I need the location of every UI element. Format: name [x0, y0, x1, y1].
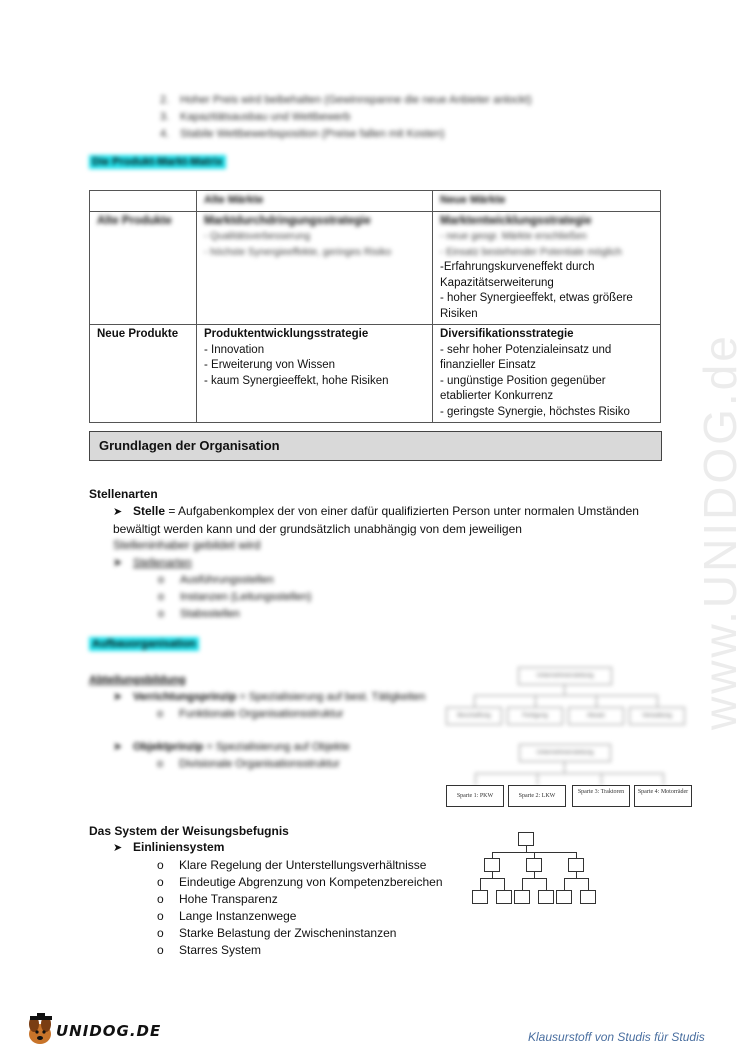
org-box: Beschaffung — [446, 707, 502, 725]
org-box: Sparte 4: Motorräder — [634, 785, 692, 807]
row-label: Neue Produkte — [90, 325, 197, 423]
org-box: Fertigung — [507, 707, 563, 725]
list-item: o Klare Regelung der Unterstellungsverhältnisse — [157, 858, 427, 872]
einlinien-list — [157, 857, 443, 959]
header-cell: Neue Märkte — [433, 191, 661, 212]
org-box: Unternehmensleitung — [518, 667, 612, 685]
aufbau-heading: Aufbauorganisation — [89, 638, 199, 650]
org-box: Verwaltung — [629, 707, 685, 725]
matrix-cell: Produktentwicklungsstrategie - Innovation - Erweiterung von Wissen - kaum Synergieeffekt, hohe Risiken — [197, 325, 433, 423]
einlinien-bullet: ➤ Einliniensystem — [113, 840, 225, 854]
top-list — [160, 92, 532, 143]
list-item: 4. Stabile Wettbewerbsposition (Preise fallen mit Kosten) — [160, 128, 445, 140]
org-box: Sparte 3: Traktoren — [572, 785, 630, 807]
table-row — [90, 211, 661, 325]
footer-tagline: Klausurstoff von Studis für Studis — [528, 1030, 705, 1044]
list-item: o Lange Instanzenwege — [157, 909, 297, 923]
list-item: 2. Hoher Preis wird beibehalten (Gewinnspanne die neue Anbieter anlockt) — [160, 94, 532, 106]
list-item: o Hohe Transparenz — [157, 892, 278, 906]
list-item: o Starke Belastung der Zwischeninstanzen — [157, 926, 397, 940]
arrow-bullet-icon: ➤ — [113, 842, 123, 854]
org-box: Sparte 1: PKW — [446, 785, 504, 807]
arrow-bullet-icon: ➤ — [113, 506, 123, 518]
list-item: 3. Kapazitätsausbau und Wettbewerb — [160, 111, 351, 123]
stellenarten-heading: Stellenarten — [89, 487, 158, 501]
watermark: www.UNIDOG.de — [694, 333, 746, 730]
table-row — [90, 325, 661, 423]
header-cell: Alte Märkte — [197, 191, 433, 212]
aufbau-content: Abteilungsbildung ➤ Verrichtungsprinzip = Spezialisierung auf best. Tätigkeiten o Funktionale Organisationsstruktur ➤ Objektprinzip = Spezialisierung auf Objekte o Divisionale Organisationsstruktur — [89, 674, 426, 770]
section-title: Grundlagen der Organisation — [89, 431, 662, 461]
product-market-matrix — [89, 190, 661, 423]
org-box: Sparte 2: LKW — [508, 785, 566, 807]
matrix-cell: Marktentwicklungsstrategie - neue geogr. Märkte erschließen - Einsatz bestehender Potentiale möglich -Erfahrungskurveneffekt durch Kapazitätserweiterung - hoher Synergieeffekt, etwas größere Risiken — [433, 211, 661, 325]
logo-text: UNIDOG.DE — [56, 1022, 162, 1040]
stelle-definition: ➤ Stelle = Aufgabenkomplex der von einer dafür qualifizierten Person unter normalen Umständen bewältigt werden kann und der grundsätzlich unabhängig von dem jeweiligen Stelleninhaber gebildet wird — [113, 504, 639, 552]
row-label: Alte Produkte — [90, 211, 197, 325]
org-box: Unternehmensleitung — [519, 744, 611, 762]
list-item: o Starres System — [157, 943, 262, 957]
header-cell — [90, 191, 197, 212]
matrix-heading: Die Produkt-Markt-Matrix — [89, 156, 226, 168]
stellenarten-sublist: ➤ Stellenarten o Ausführungsstellen o Instanzen (Leitungsstellen) o Stabsstellen — [113, 557, 312, 620]
weisung-heading: Das System der Weisungsbefugnis — [89, 824, 289, 838]
table-header-row — [90, 191, 661, 212]
matrix-cell: Diversifikationsstrategie - sehr hoher Potenzialeinsatz und finanzieller Einsatz - ungünstige Position gegenüber etablierter Konkurrenz - geringste Synergie, höchstes Risiko — [433, 325, 661, 423]
matrix-cell: Marktdurchdringungsstrategie - Qualitätsverbesserung - höchste Synergieeffekte, geringes Risiko — [197, 211, 433, 325]
list-item: o Eindeutige Abgrenzung von Kompetenzbereichen — [157, 875, 443, 889]
org-box: Absatz — [568, 707, 624, 725]
